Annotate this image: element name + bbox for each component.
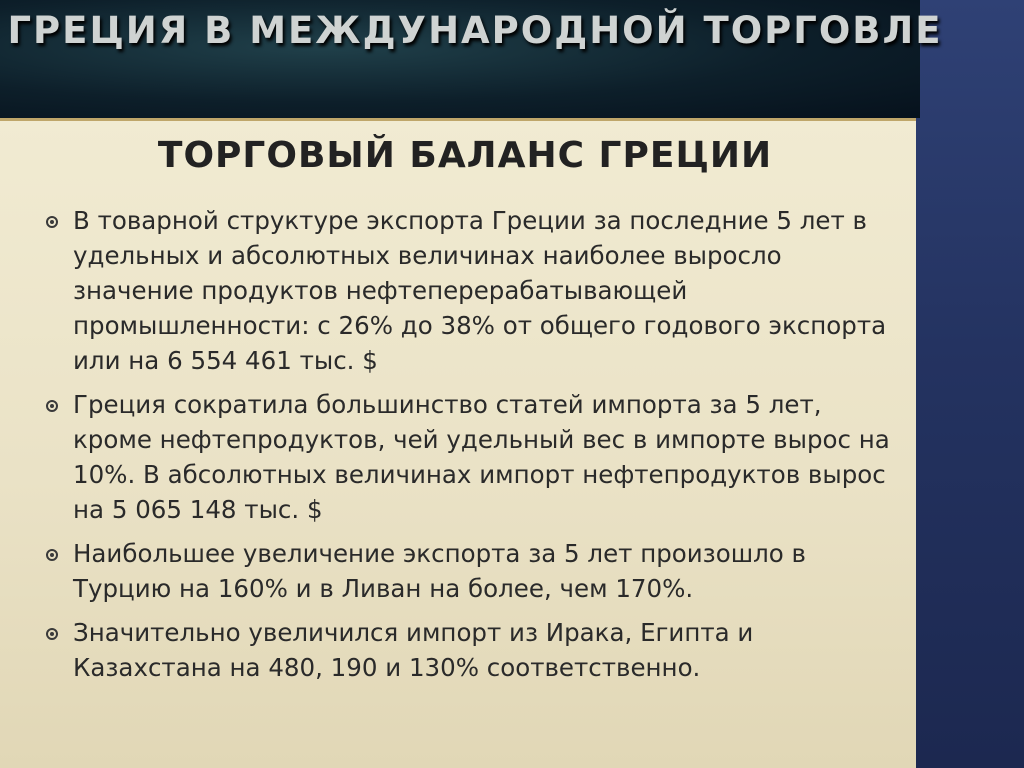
bullet-text: Наибольшее увеличение экспорта за 5 лет произошло в Турцию на 160% и в Ливан на более, чем 170%. bbox=[73, 539, 806, 603]
circled-dot-icon bbox=[46, 628, 58, 640]
circled-dot-icon bbox=[46, 216, 58, 228]
header-divider bbox=[0, 118, 916, 121]
circled-dot-icon bbox=[46, 400, 58, 412]
bullet-item bbox=[43, 203, 893, 378]
bullet-list bbox=[43, 203, 893, 694]
bullet-text: В товарной структуре экспорта Греции за последние 5 лет в удельных и абсолютных величинах наиболее выросло значение продуктов нефтеперерабатывающей промышленности: с 26% до 38% от общего годового экспорта или на 6 554 461 тыс. $ bbox=[73, 206, 887, 375]
slide-header bbox=[0, 0, 943, 118]
bullet-text: Значительно увеличился импорт из Ирака, Египта и Казахстана на 480, 190 и 130% соответственно. bbox=[73, 618, 754, 682]
bullet-item bbox=[43, 387, 893, 527]
circled-dot-icon bbox=[46, 549, 58, 561]
bullet-text: Греция сократила большинство статей импорта за 5 лет, кроме нефтепродуктов, чей удельный вес в импорте вырос на 10%. В абсолютных величинах импорт нефтепродуктов вырос на 5 065 148 тыс. $ bbox=[73, 390, 890, 524]
side-decoration-strip bbox=[916, 0, 1024, 768]
bullet-item bbox=[43, 615, 893, 685]
bullet-item bbox=[43, 536, 893, 606]
slide-title: ГРЕЦИЯ В МЕЖДУНАРОДНОЙ ТОРГОВЛЕ bbox=[7, 9, 943, 52]
slide-subtitle: ТОРГОВЫЙ БАЛАНС ГРЕЦИИ bbox=[157, 135, 773, 176]
